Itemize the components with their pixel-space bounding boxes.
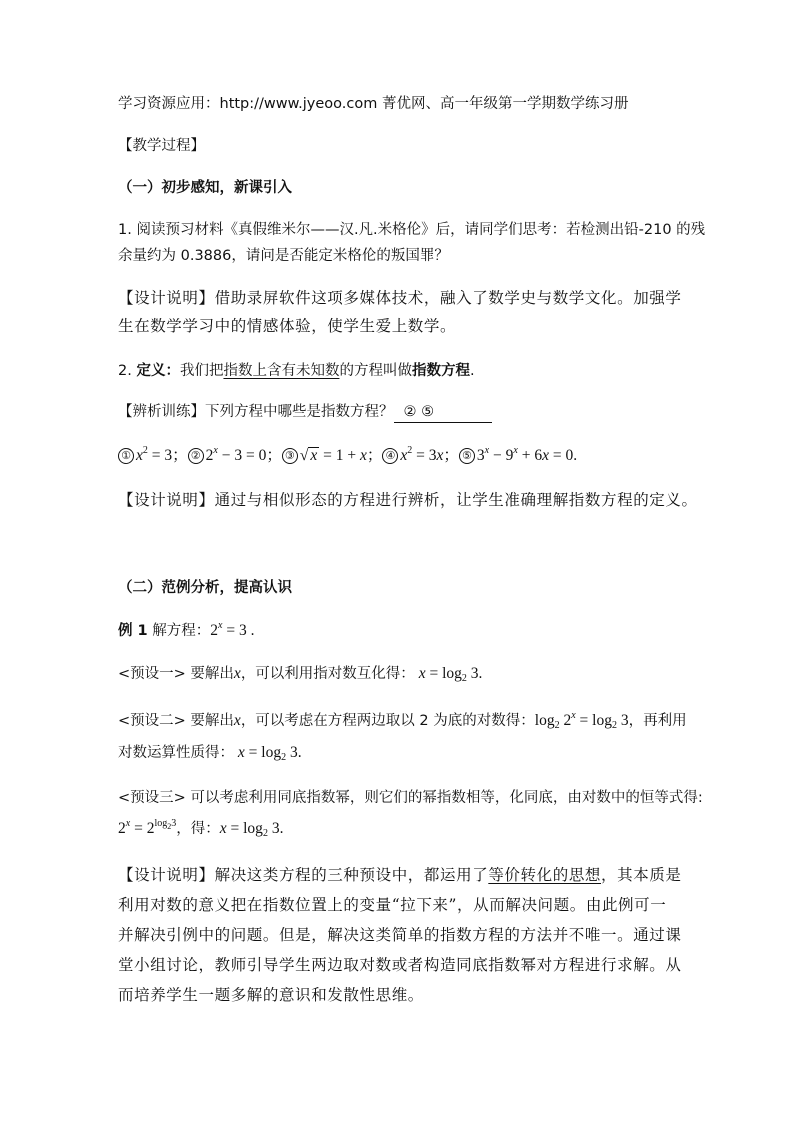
definition-label: 定义：	[136, 363, 180, 379]
preset3-label: <预设三>	[118, 790, 186, 806]
example-text: 解方程：	[152, 623, 211, 639]
section-title: 【教学过程】	[118, 138, 205, 154]
definition-underline: 指数上含有未知数	[223, 363, 340, 379]
definition-text-b: 的方程叫做	[339, 363, 412, 379]
practice-line	[118, 402, 492, 423]
design-note-3-a: 【设计说明】解决这类方程的三种预设中，都运用了	[118, 866, 489, 884]
preset3-got: ，得：	[176, 821, 220, 837]
practice-label: 【辨析训练】下列方程中哪些是指数方程？	[118, 404, 394, 420]
source-line: 学习资源应用：http://www.jyeoo.com 菁优网、高一年级第一学期数学练习册	[118, 96, 629, 112]
design-note-3-line2: 利用对数的意义把在指数位置上的变量“拉下来”，从而解决问题。由此例可一	[118, 896, 667, 914]
design-note-3-b: ，其本质是	[601, 866, 682, 884]
preset-1: <预设一> 要解出x，可以利用指对数互化得： $x = \log_2 3$.	[118, 665, 483, 684]
eq-mark-4: ④	[382, 448, 398, 464]
practice-answer: ② ⑤	[394, 402, 492, 423]
preset2-label: <预设二>	[118, 713, 186, 729]
preset2-line2: 对数运算性质得：	[118, 745, 234, 761]
preset-2-line1: <预设二> 要解出x，可以考虑在方程两边取以 2 为底的对数得：$\log_2 2^x = \log_2 3$，再利用	[118, 710, 687, 731]
design-note-1-line1: 【设计说明】借助录屏软件这项多媒体技术，融入了数学史与数学文化。加强学	[118, 289, 682, 307]
eq-mark-2: ②	[188, 448, 204, 464]
preset-3-line1	[118, 788, 703, 808]
equation-list: ① $x^2 = 3$； ② $2^x - 3 = 0$； ③ √ x = 1 + x； ④ $x^2 = 3x$； ⑤ $3^x - 9^x + 6x = 0$.	[118, 446, 577, 466]
design-note-3-line1	[118, 865, 682, 885]
preset1-label: <预设一>	[118, 666, 186, 682]
design-note-1-line2: 生在数学学习中的情感体验，使学生爱上数学。	[118, 317, 457, 335]
design-note-2: 【设计说明】通过与相似形态的方程进行辨析，让学生准确理解指数方程的定义。	[118, 491, 698, 509]
item2-num: 2.	[118, 363, 132, 379]
definition-term: 指数方程	[411, 363, 470, 379]
eq-mark-1: ①	[118, 448, 134, 464]
definition-line	[118, 361, 475, 381]
preset1-text-a: 要解出	[190, 666, 234, 682]
preset2-text-b: ，可以考虑在方程两边取以 2 为底的对数得：	[240, 713, 535, 729]
design-note-3-line3: 并解决引例中的问题。但是，解决这类简单的指数方程的方法并不唯一。通过课	[118, 926, 682, 944]
eq-mark-3: ③	[282, 448, 298, 464]
preset2-text-a: 要解出	[190, 713, 234, 729]
preset2-text-c: ，再利用	[628, 713, 687, 729]
definition-text-a: 我们把	[179, 363, 224, 379]
preset1-text-b: ，可以利用指对数互化得：	[240, 666, 415, 682]
preset-3-line2: $2^x = 2^{log_23}$，得：$x = \log_2 3$.	[118, 818, 284, 839]
preset-2-line2: 对数运算性质得： $x = \log_2 3$.	[118, 744, 302, 763]
item1-line2: 余量约为 0.3886，请问是否能定米格伦的叛国罪？	[118, 248, 449, 264]
design-note-3-underline: 等价转化的思想	[488, 866, 602, 884]
definition-end: .	[469, 363, 475, 379]
example-label: 例 1	[118, 623, 148, 639]
example-1: 例 1 解方程：$2^x = 3$ .	[118, 620, 255, 639]
item1-line1: 1. 阅读预习材料《真假维米尔——汉.凡.米格伦》后，请同学们思考：若检测出铅-210 的残	[118, 222, 706, 238]
eq-mark-5: ⑤	[459, 448, 475, 464]
design-note-3-line4: 堂小组讨论，教师引导学生两边取对数或者构造同底指数幂对方程进行求解。从	[118, 956, 682, 974]
part1-heading: （一）初步感知，新课引入	[118, 180, 292, 196]
preset3-text: 可以考虑利用同底指数幂，则它们的幂指数相等，化同底，由对数中的恒等式得:	[190, 790, 703, 806]
part2-heading: （二）范例分析，提高认识	[118, 580, 292, 596]
design-note-3-line5: 而培养学生一题多解的意识和发散性思维。	[118, 986, 424, 1004]
